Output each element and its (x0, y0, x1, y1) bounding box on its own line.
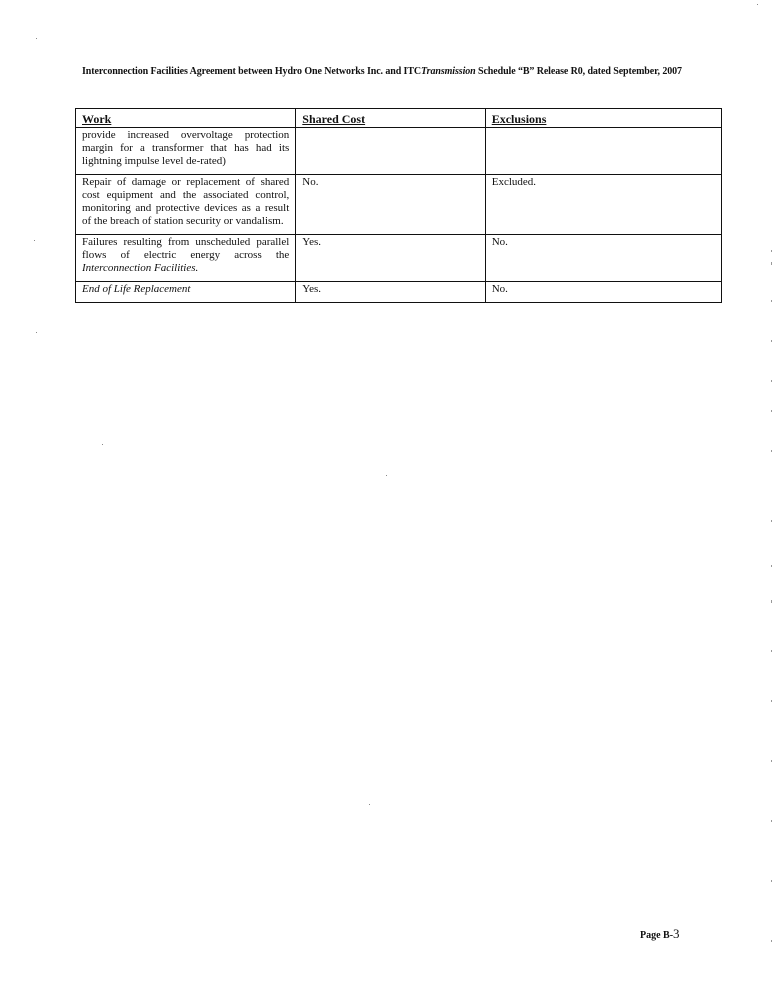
exclusions-cell: No. (485, 282, 721, 303)
exclusions-cell (485, 128, 721, 175)
work-text: Failures resulting from unscheduled parallel flows of electric energy across the (82, 236, 290, 261)
scan-speck (386, 475, 387, 476)
table-row (76, 282, 722, 303)
exclusions-cell: Excluded. (485, 175, 721, 235)
page-number-value: 3 (673, 926, 680, 941)
schedule-table (75, 108, 722, 303)
shared-cost-cell: No. (296, 175, 485, 235)
scan-edge-mark (771, 880, 772, 882)
scan-edge-mark (771, 410, 772, 412)
scan-edge-mark (771, 380, 772, 382)
scan-edge-mark (771, 820, 772, 822)
header-work: Work (76, 109, 296, 128)
header-text-italic: Transmission (421, 66, 476, 77)
header-text-part1: Interconnection Facilities Agreement between Hydro One Networks Inc. and ITC (82, 66, 422, 77)
scan-edge-mark (771, 340, 772, 342)
exclusions-cell: No. (485, 235, 721, 282)
scan-edge-mark (771, 565, 772, 567)
scan-edge-mark (771, 520, 772, 522)
work-cell: Repair of damage or replacement of shared cost equipment and the associated control, monitoring and protective devices as a result of the breach of station security or vandalism. (76, 175, 296, 235)
scan-edge-mark (771, 250, 772, 252)
table-row (76, 235, 722, 282)
scan-edge-mark (771, 760, 772, 762)
document-header (82, 66, 722, 77)
page-number-prefix: Page B- (640, 930, 674, 941)
scan-edge-mark (771, 940, 772, 942)
scan-edge-mark (771, 600, 772, 603)
scan-speck (34, 240, 35, 241)
header-text-part2: Schedule “B” Release R0, dated September, 2007 (475, 66, 682, 77)
scan-edge-mark (771, 262, 772, 265)
page-number (640, 926, 680, 942)
header-shared-cost: Shared Cost (296, 109, 485, 128)
header-exclusions: Exclusions (485, 109, 721, 128)
shared-cost-cell: Yes. (296, 282, 485, 303)
scan-speck (757, 4, 758, 5)
table-header-row (76, 109, 722, 128)
table-row (76, 175, 722, 235)
shared-cost-cell: Yes. (296, 235, 485, 282)
scan-speck (36, 38, 37, 39)
scan-edge-mark (771, 700, 772, 702)
scan-edge-mark (771, 450, 772, 452)
scan-edge-mark (771, 300, 772, 302)
work-cell: End of Life Replacement (76, 282, 296, 303)
scan-speck (369, 804, 370, 805)
work-text-italic: Interconnection Facilities. (82, 262, 199, 274)
scan-edge-mark (771, 650, 772, 652)
shared-cost-cell (296, 128, 485, 175)
scan-speck (36, 332, 37, 333)
table-row (76, 128, 722, 175)
work-cell: provide increased overvoltage protection margin for a transformer that has had its lightning impulse level de-rated) (76, 128, 296, 175)
scan-speck (102, 444, 103, 445)
work-cell (76, 235, 296, 282)
